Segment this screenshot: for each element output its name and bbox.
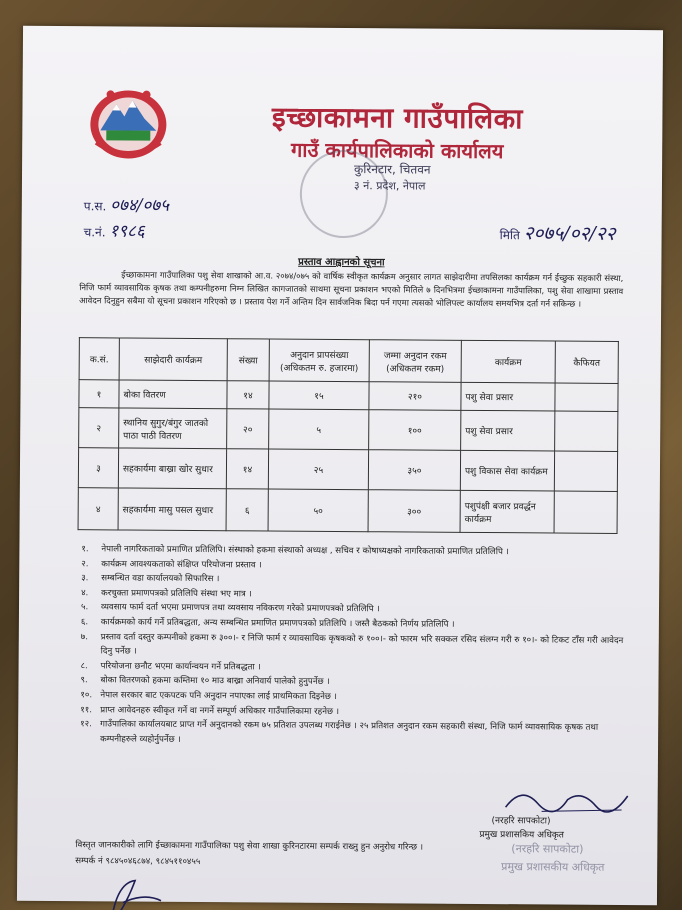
col-header-sn: क.सं. bbox=[79, 338, 119, 380]
cell-count: ६ bbox=[226, 489, 268, 531]
cell-remarks bbox=[554, 491, 617, 533]
cn-label: च.नं. bbox=[83, 225, 106, 240]
cell-sn: १ bbox=[79, 380, 119, 408]
date-label: मिति bbox=[499, 228, 520, 243]
table-row bbox=[78, 448, 617, 492]
office-title: गाउँ कार्यपालिकाको कार्यालय bbox=[290, 137, 504, 164]
cell-grant: २५ bbox=[268, 449, 368, 490]
col-header-program: साझेदारी कार्यक्रम bbox=[119, 338, 227, 381]
cell-count: २० bbox=[227, 409, 269, 449]
cell-category: पशु विकास सेवा कार्यक्रम bbox=[460, 450, 554, 491]
notice-paper bbox=[17, 26, 663, 905]
cell-program: स्थानिय सुगुर/बंगुर जातको पाठा पाठी वितरण bbox=[119, 408, 227, 449]
list-item: ६. कार्यक्रमको कार्य गर्ने प्रतिबद्धता, अन्य सम्बन्धित प्रमाणित प्रमाणपत्रको प्रतिलिपि । जस्तै बैठकको निर्णय प्रतिलिपि । bbox=[80, 617, 455, 630]
cell-sn: ३ bbox=[78, 448, 118, 488]
signatory-title: प्रमुख प्रशासकिय अधिकृत bbox=[479, 829, 564, 841]
stamp-name: (नरहरि सापकोटा) bbox=[511, 842, 584, 856]
list-item: ३. सम्बन्धित वडा कार्यालयको सिफारिस । bbox=[81, 573, 220, 585]
list-item: १. नेपाली नागरिकताको प्रमाणित प्रतिलिपि। संस्थाको हकमा संस्थाको अध्यक्ष , सचिव र कोषाध्यक्षको नागरिकताको प्रमाणित प्रतिलिपि । bbox=[81, 544, 509, 558]
cell-total: २१० bbox=[369, 382, 461, 411]
ps-reference bbox=[84, 192, 169, 216]
program-table bbox=[78, 337, 619, 534]
cell-category: पशुपंक्षी बजार प्रवर्द्धन कार्यक्रम bbox=[460, 490, 554, 533]
col-header-category: कार्यक्रम bbox=[461, 340, 555, 383]
table-row bbox=[78, 488, 617, 534]
list-item: ९. बोका वितरणको हकमा कम्तिमा १० माउ बाख्रा अनिवार्य पालेको हुनुपर्नेछ । bbox=[80, 675, 330, 688]
cell-remarks bbox=[554, 451, 617, 491]
cell-sn: २ bbox=[79, 408, 119, 448]
col-header-remarks: कैफियत bbox=[555, 341, 618, 383]
cell-grant: ५० bbox=[268, 489, 368, 532]
cell-program: सहकार्यमा बाख्रा खोर सुधार bbox=[118, 448, 226, 489]
ps-value: ०७४/०७५ bbox=[110, 195, 170, 216]
initials-scribble-icon bbox=[105, 872, 169, 910]
signatory-name: (नरहरि सापकोटा) bbox=[491, 816, 551, 827]
requirements-list bbox=[80, 542, 629, 750]
footer-info: विस्तृत जानकारीको लागि ईच्छाकामना गाउँपालिका पशु सेवा शाखा कुरिनटारमा सम्पर्क राख्नु हुन अनुरोध गरिन्छ । bbox=[75, 840, 424, 853]
cell-total: १०० bbox=[369, 410, 461, 451]
office-location: कुरिनटार, चितवन bbox=[354, 162, 431, 177]
cell-category: पशु सेवा प्रसार bbox=[461, 382, 555, 411]
cell-sn: ४ bbox=[78, 488, 118, 530]
list-item: ७. प्रस्ताव दर्ता दस्तुर कम्पनीको हकमा रु ३००।- र निजि फार्म र व्यावसायिक कृषकको रु १००।- को फारम भरि सक्कल रसिद संलग्न गरी रु १०।- को टिकट टाँस गरी आवेदन दिनु पर्नेछ । bbox=[80, 631, 624, 657]
cell-grant: ५ bbox=[269, 409, 369, 450]
col-header-count: संख्या bbox=[227, 339, 269, 381]
table-row bbox=[79, 380, 618, 412]
cn-reference bbox=[84, 218, 145, 241]
list-item: ८. परियोजना छनौट भएमा कार्यान्वयन गर्ने प्रतिबद्धता । bbox=[80, 660, 261, 673]
cell-grant: १५ bbox=[269, 381, 369, 410]
list-item: १०. नेपाल सरकार बाट एकपटक पनि अनुदान नपाएका लाई प्राथमिकता दिइनेछ । bbox=[80, 690, 337, 702]
cell-program: सहकार्यमा मासु पसल सुधार bbox=[118, 488, 226, 531]
cell-count: १४ bbox=[227, 381, 269, 409]
list-item: ४. करचुक्ता प्रमाणपत्रको प्रतिलिपि संस्था भए मात्र । bbox=[81, 587, 252, 600]
list-item: ५. व्यवसाय फार्म दर्ता भएमा प्रमाणपत्र तथा व्यवसाय नविकरण गरेको प्रमाणपत्रको प्रतिलिपि । bbox=[80, 602, 380, 615]
ps-label: प.स. bbox=[83, 199, 107, 214]
col-header-grant: अनुदान प्रापसंख्या (अधिकतम रु. हजारमा) bbox=[269, 339, 369, 382]
table-row bbox=[79, 408, 618, 452]
municipality-title: इच्छाकामना गाउँपालिका bbox=[271, 100, 524, 136]
table-header-row bbox=[79, 338, 618, 384]
cell-remarks bbox=[555, 411, 618, 451]
footer-contact: सम्पर्क नं ९८४५०४६८७४, ९८४५११०४५५ bbox=[75, 856, 201, 868]
cn-value: १९८६ bbox=[109, 221, 145, 242]
list-item: ११. प्राप्त आवेदनहरु स्वीकृत गर्ने वा नगर्ने सम्पूर्ण अधिकार गाउँपालिकामा रहनेछ । bbox=[80, 704, 340, 717]
cell-program: बोका वितरण bbox=[119, 380, 227, 409]
date-value: २०७५/०२/२२ bbox=[523, 222, 616, 245]
notice-heading: प्रस्ताव आह्वानको सूचना bbox=[298, 256, 385, 269]
cell-category: पशु सेवा प्रसार bbox=[461, 410, 555, 451]
col-header-total: जम्मा अनुदान रकम (अधिकतम रकम) bbox=[369, 340, 461, 383]
stamp-title: प्रमुख प्रशासकीय अधिकृत bbox=[501, 860, 605, 874]
notice-intro: ईच्छाकामना गाउँपालिका पशु सेवा शाखाको आ.व. २०७४/०७५ को वार्षिक स्वीकृत कार्यक्रम अनुसार लागत साझेदारीमा तपसिलका कार्यक्रम गर्न ईच्छुक सहकारी संस्था, निजि फार्म व्यावसायिक कृषक तथा कम्पनीहरुमा निम्न लिखित कागजातको साथमा सूचना प्रकाशन भएको मितिले ७ दिनभित्रमा ईच्छाकामना गाउँपालिका, पशु सेवा शाखामा प्रस्ताव आवेदन दिनुहुन सबैमा यो सूचना प्रकाशन गरिएको छ । प्रस्ताव पेश गर्ने अन्तिम दिन सार्वजनिक बिदा पर्न गएमा त्यसको भोलिपल्ट कार्यालय समयभित्र दर्ता गर्न सकिन्छ । bbox=[79, 269, 624, 310]
cell-count: १४ bbox=[226, 449, 268, 489]
cell-total: ३०० bbox=[368, 490, 460, 533]
list-item: १२. गाउँपालिका कार्यालयबाट प्राप्त गर्ने अनुदानको रकम ७५ प्रतिशत उपलब्ध गराईनेछ । २५ प्रतिशत अनुदान रकम सहकारी संस्था, निजि फार्म व्यावसायिक कृषक तथा कम्पनीहरुले व्यहोर्नुपर्नेछ । bbox=[80, 719, 599, 745]
cell-remarks bbox=[555, 383, 618, 411]
office-province: ३ नं. प्रदेश, नेपाल bbox=[353, 179, 426, 193]
list-item: २. कार्यक्रम आवश्यकताको संक्षिप्त परियोजना प्रस्ताव । bbox=[81, 558, 262, 571]
cell-total: ३५० bbox=[368, 450, 460, 491]
notice-date bbox=[500, 219, 616, 246]
